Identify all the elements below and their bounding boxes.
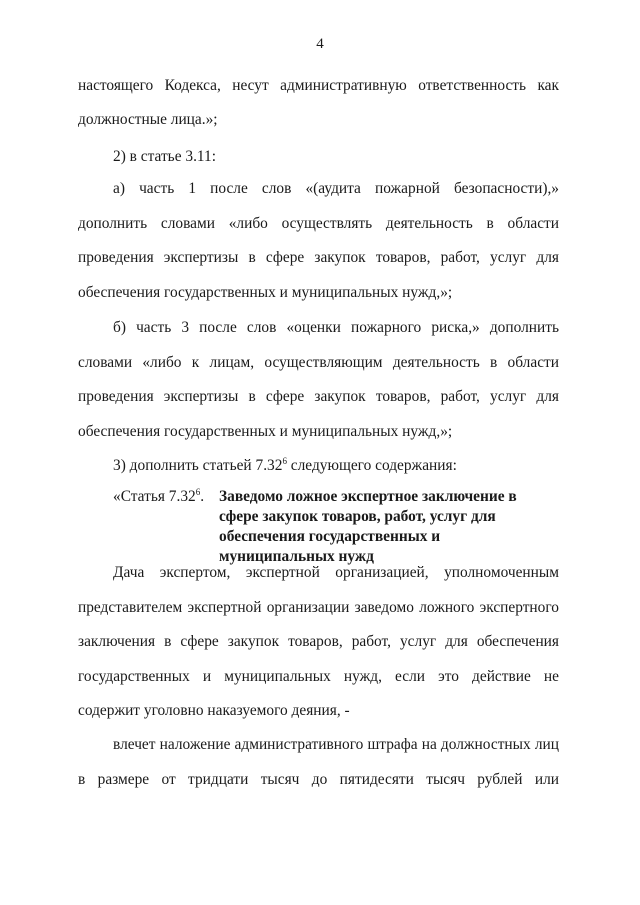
page-number: 4 <box>316 36 324 52</box>
article-label-text: «Статья 7.32 <box>113 488 196 505</box>
paragraph-sanction: влечет наложение административного штрафа на должностных лиц в размере от тридцати тысяч до пятидесяти тысяч рублей или <box>78 736 559 788</box>
paragraph-item-3-text-end: следующего содержания: <box>286 457 457 474</box>
article-heading <box>113 487 559 567</box>
paragraph-item-2b: б) часть 3 после слов «оценки пожарного риска,» дополнить словами «либо к лицам, осуществляющим деятельность в области проведения экспертизы в сфере закупок товаров, работ, услуг для обеспечения государственных и муниципальных нужд,»; <box>78 319 559 440</box>
article-title: Заведомо ложное экспертное заключение в сфере закупок товаров, работ, услуг для обеспечения государственных и муниципальных нужд <box>219 488 517 565</box>
paragraph-item-3 <box>78 449 559 484</box>
paragraph-continuation: настоящего Кодекса, несут административную ответственность как <box>78 77 559 94</box>
paragraph-item-2a: а) часть 1 после слов «(аудита пожарной безопасности),» дополнить словами «либо осуществлять деятельность в области проведения экспертизы в сфере закупок товаров, работ, услуг для обеспечения государственных и муниципальных нужд,»; <box>78 180 559 301</box>
article-label-superscript: 6 <box>195 487 201 497</box>
paragraph-item-3-text: 3) дополнить статьей 7.32 <box>113 457 283 474</box>
superscript: 6 <box>282 456 287 466</box>
article-label-dot: . <box>200 488 205 505</box>
paragraph-continuation-end: должностные лица.»; <box>78 111 218 128</box>
paragraph-article-body: Дача экспертом, экспертной организацией, уполномоченным представителем экспертной организации заведомо ложного экспертного заключения в сфере закупок товаров, работ, услуг для обеспечения государственных и муниципальных нужд, если это действие не содержит уголовно наказуемого деяния, - <box>78 564 559 719</box>
article-label <box>113 487 219 567</box>
paragraph-item-2: 2) в статье 3.11: <box>113 148 217 165</box>
